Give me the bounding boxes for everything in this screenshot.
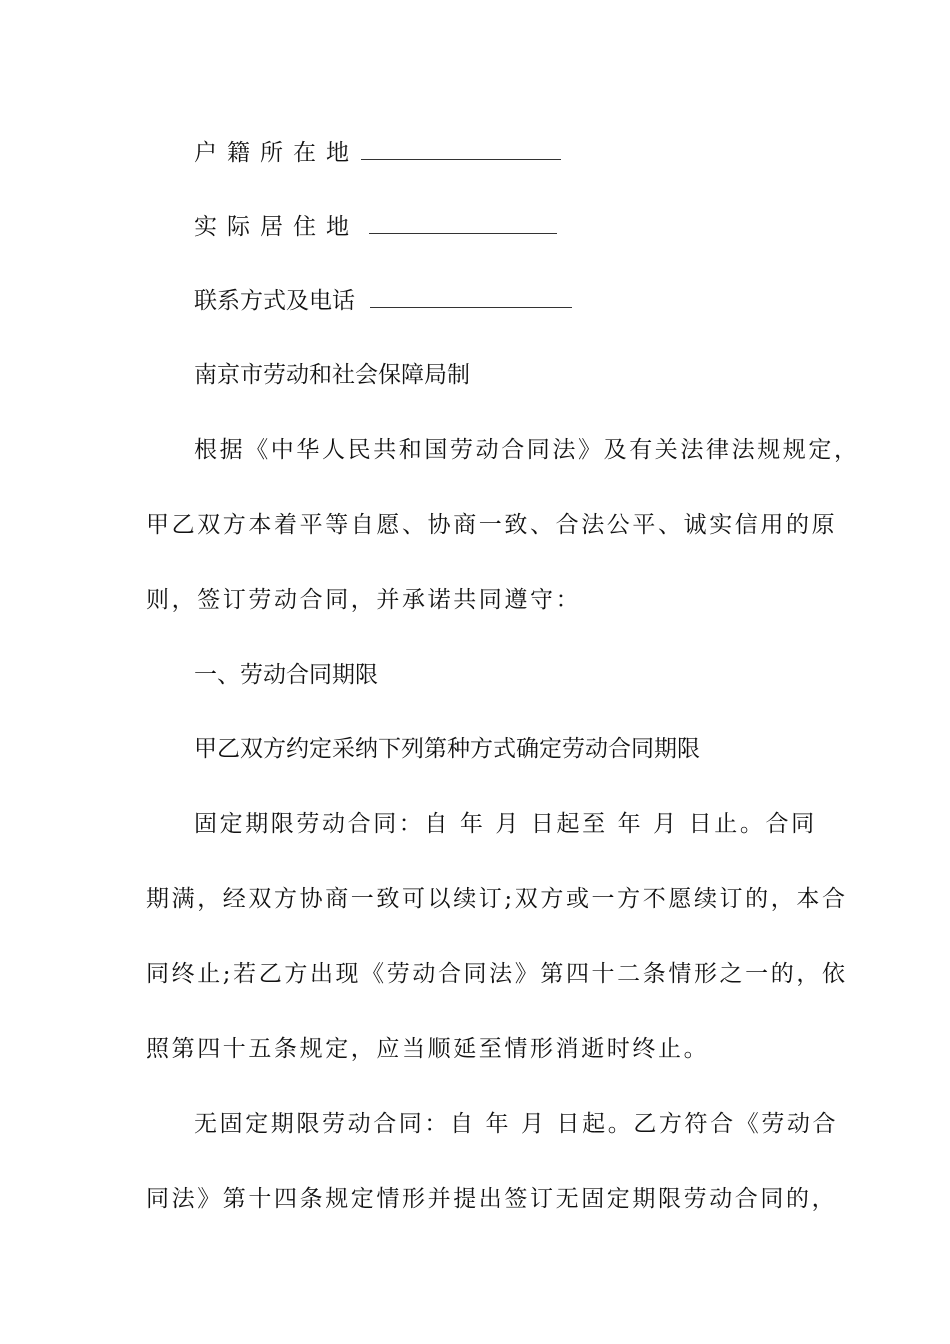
contact-phone-row	[0, 281, 950, 321]
fixed-term-line-3: 同终止;若乙方出现《劳动合同法》第四十二条情形之一的，依	[146, 961, 848, 987]
fixed-term-line-1: 固定期限劳动合同：自 年 月 日起至 年 月 日止。合同	[194, 811, 817, 837]
preamble-line-2: 甲乙双方本着平等自愿、协商一致、合法公平、诚实信用的原	[146, 512, 838, 538]
section-1-intro: 甲乙双方约定采纳下列第种方式确定劳动合同期限	[194, 736, 700, 762]
open-ended-line-2: 同法》第十四条规定情形并提出签订无固定期限劳动合同的，	[146, 1186, 838, 1212]
actual-residence-label: 实际居住地	[194, 214, 359, 240]
preamble-line-1: 根据《中华人民共和国劳动合同法》及有关法律法规规定，	[194, 437, 860, 463]
fixed-term-line-4: 照第四十五条规定，应当顺延至情形消逝时终止。	[146, 1036, 710, 1062]
household-registration-label: 户籍所在地	[194, 140, 359, 166]
actual-residence-row	[0, 207, 950, 247]
household-registration-blank[interactable]	[361, 135, 561, 160]
section-1-title: 一、劳动合同期限	[194, 662, 378, 688]
issuer-line: 南京市劳动和社会保障局制	[194, 362, 470, 388]
actual-residence-blank[interactable]	[369, 209, 557, 234]
fixed-term-line-2: 期满，经双方协商一致可以续订;双方或一方不愿续订的，本合	[146, 886, 848, 912]
household-registration-row	[0, 133, 950, 173]
open-ended-line-1: 无固定期限劳动合同：自 年 月 日起。乙方符合《劳动合	[194, 1111, 839, 1137]
contact-phone-blank[interactable]	[370, 283, 572, 308]
contact-phone-label: 联系方式及电话	[194, 288, 355, 314]
preamble-line-3: 则，签订劳动合同，并承诺共同遵守：	[146, 587, 582, 613]
